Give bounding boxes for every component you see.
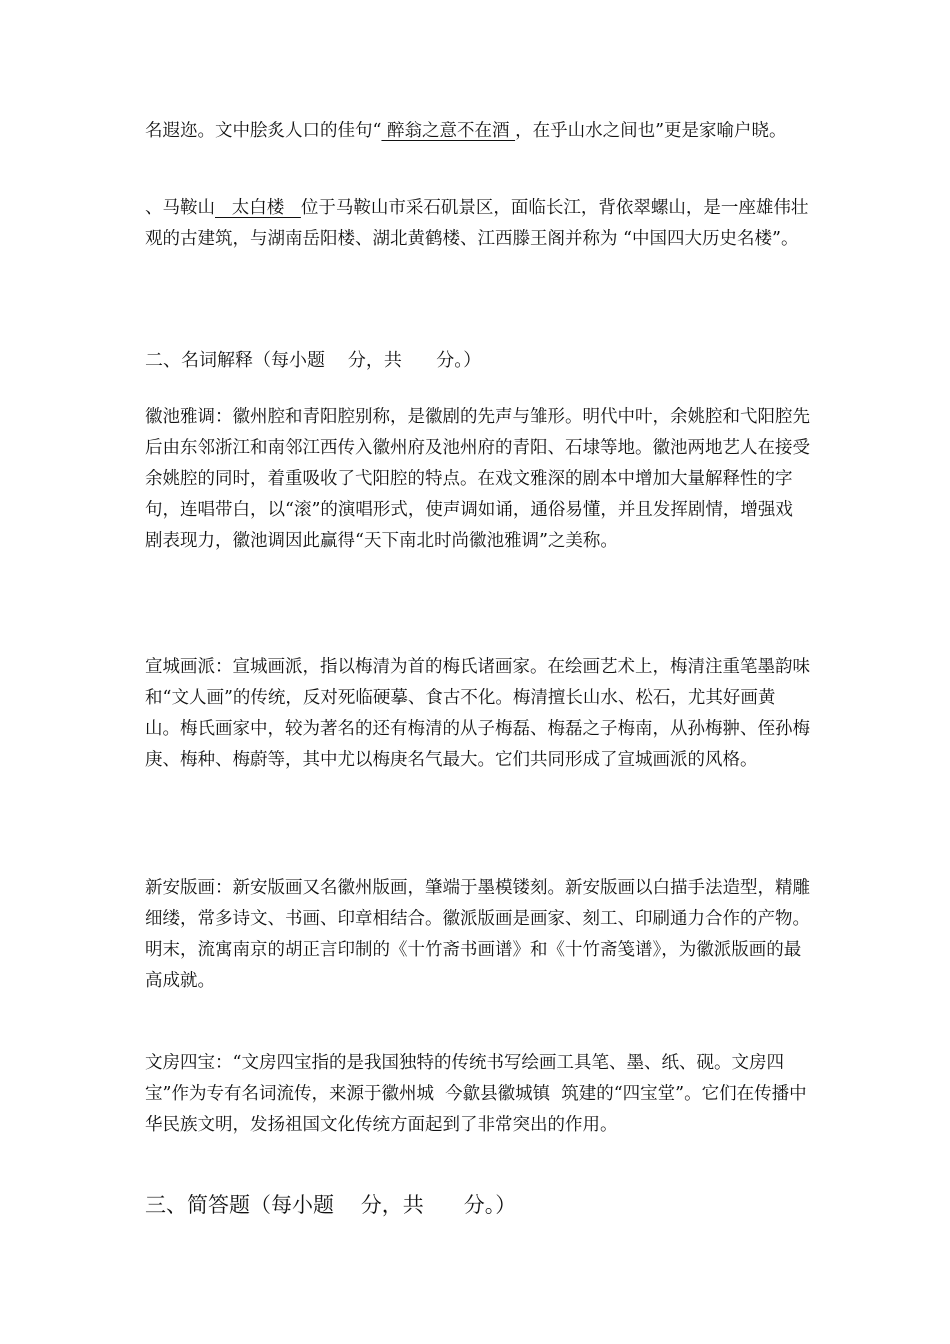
answer-blank: 醉翁之意不在酒: [381, 121, 516, 141]
term-definition: 徽池雅调：徽州腔和青阳腔别称，是徽剧的先声与雏形。明代中叶，余姚腔和弋阳腔先后由东邻浙江和南邻江西传入徽州府及池州府的青阳、石埭等地。徽池两地艺人在接受余姚腔的同时，着重吸收了弋阳腔的特点。在戏文雅深的剧本中增加大量解释性的字句，连唱带白，以“滚”的演唱形式，使声调如诵，通俗易懂，并且发挥剧情，增强戏剧表现力，徽池调因此赢得“天下南北时尚徽池雅调”之美称。: [145, 407, 810, 551]
term-definition: 新安版画：新安版画又名徽州版画，肇端于墨模镂刻。新安版画以白描手法造型，精雕细缕，常多诗文、书画、印章相结合。徽派版画是画家、刻工、印刷通力合作的产物。明末，流寓南京的胡正言印制的《十竹斋书画谱》和《十竹斋笺谱》，为徽派版画的最高成就。: [145, 878, 810, 991]
section-heading: 三、简答题（每小题 分，共 分。）: [145, 1193, 517, 1217]
answer-blank: 太白楼: [215, 198, 301, 218]
question-text: 位于马鞍山市采石矶景区，面临长江，背依翠螺山，是一座雄伟壮观的古建筑，与湖南岳阳楼、湖北黄鹤楼、江西滕王阁并称为 “中国四大历史名楼”。: [145, 198, 809, 249]
fill-in-question: [145, 116, 810, 147]
question-text: 、马鞍山: [145, 198, 215, 218]
section-heading: 二、名词解释（每小题 分，共 分。）: [145, 350, 482, 371]
term-definition: 宣城画派：宣城画派，指以梅清为首的梅氏诸画家。在绘画艺术上，梅清注重笔墨韵味和“文人画”的传统，反对死临硬摹、食古不化。梅清擅长山水、松石，尤其好画黄山。梅氏画家中，较为著名的还有梅清的从子梅磊、梅磊之子梅南，从孙梅翀、侄孙梅庚、梅种、梅蔚等，其中尤以梅庚名气最大。它们共同形成了宣城画派的风格。: [145, 657, 810, 770]
question-text: 名遐迩。文中脍炙人口的佳句“: [145, 121, 382, 141]
question-text: ，在乎山水之间也”更是家喻户晓。: [515, 121, 787, 141]
fill-in-question: [145, 193, 810, 255]
term-definition: 文房四宝：“文房四宝指的是我国独特的传统书写绘画工具笔、墨、纸、砚。文房四宝”作为专有名词流传，来源于徽州城 今歙县徽城镇 筑建的“四宝堂”。它们在传播中华民族文明，发扬祖国文化传统方面起到了非常突出的作用。: [145, 1053, 807, 1135]
